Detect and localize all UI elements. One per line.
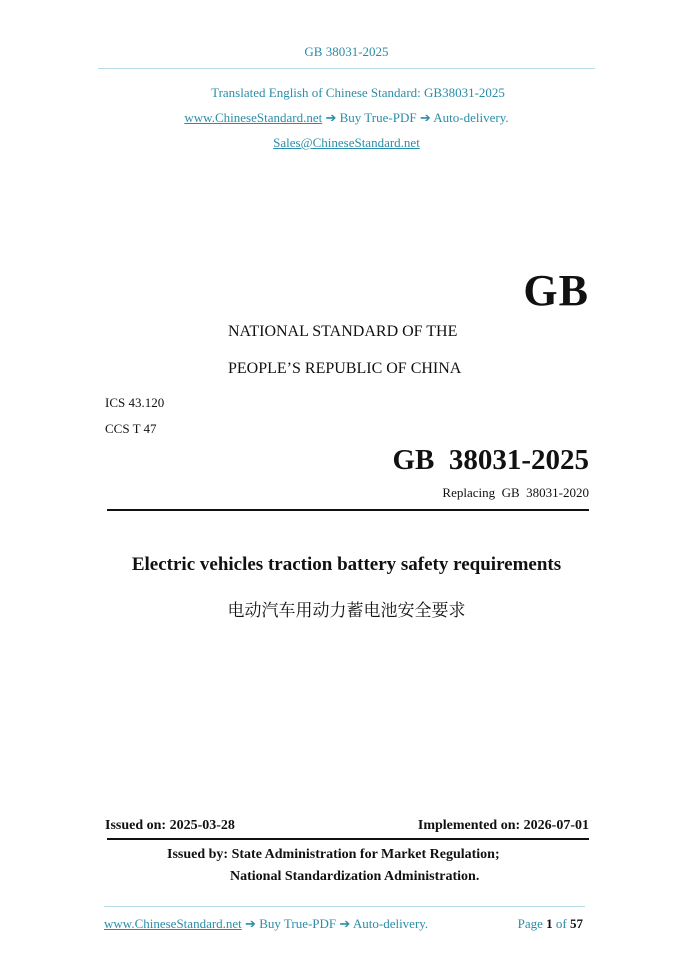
- header-divider: [98, 68, 595, 69]
- sales-email-row: [0, 135, 693, 151]
- page-indicator: [518, 916, 583, 932]
- arrow-icon: ➔: [245, 916, 256, 931]
- title-english: Electric vehicles traction battery safety requirements: [131, 554, 562, 575]
- arrow-icon: ➔: [339, 916, 351, 931]
- promo-line: Translated English of Chinese Standard: GB38031-2025: [211, 85, 505, 100]
- sales-email-link[interactable]: Sales@ChineseStandard.net: [273, 135, 420, 150]
- replacing-note: Replacing GB 38031-2020: [442, 485, 589, 500]
- running-header: GB 38031-2025: [304, 44, 389, 59]
- arrow-icon: ➔: [325, 110, 337, 125]
- title-chinese: 电动汽车用动力蓄电池安全要求: [227, 601, 466, 621]
- standard-number: GB 38031-2025: [392, 444, 589, 476]
- footer-buy-text: Buy True-PDF: [259, 916, 337, 931]
- of-word: of: [555, 916, 567, 931]
- promo-links: [0, 110, 693, 126]
- dates-divider: [107, 838, 589, 840]
- page-word: Page: [517, 916, 543, 931]
- footer-divider: [104, 906, 585, 907]
- footer-links: [104, 916, 428, 932]
- number-divider: [107, 509, 589, 511]
- issued-by-line1: Issued by: State Administration for Market Regulation;: [167, 847, 500, 862]
- issued-on: Issued on: 2025-03-28: [105, 818, 235, 833]
- site-link[interactable]: www.ChineseStandard.net: [184, 110, 323, 125]
- page-number: 1: [546, 916, 553, 931]
- auto-delivery-text: Auto-delivery.: [433, 110, 509, 125]
- national-standard-line2: PEOPLE’S REPUBLIC OF CHINA: [228, 360, 462, 377]
- ics-code: ICS 43.120: [105, 395, 165, 410]
- national-standard-line1: NATIONAL STANDARD OF THE: [228, 323, 458, 340]
- implemented-on: Implemented on: 2026-07-01: [417, 818, 589, 833]
- buy-true-pdf-text: Buy True-PDF: [339, 110, 417, 125]
- issued-by-line2: National Standardization Administration.: [230, 869, 480, 884]
- footer-site-link[interactable]: www.ChineseStandard.net: [104, 916, 242, 931]
- page-total: 57: [570, 916, 583, 931]
- ccs-code: CCS T 47: [105, 421, 157, 436]
- footer-auto-text: Auto-delivery.: [352, 916, 429, 931]
- gb-mark: GB: [523, 266, 589, 315]
- arrow-icon: ➔: [419, 110, 431, 125]
